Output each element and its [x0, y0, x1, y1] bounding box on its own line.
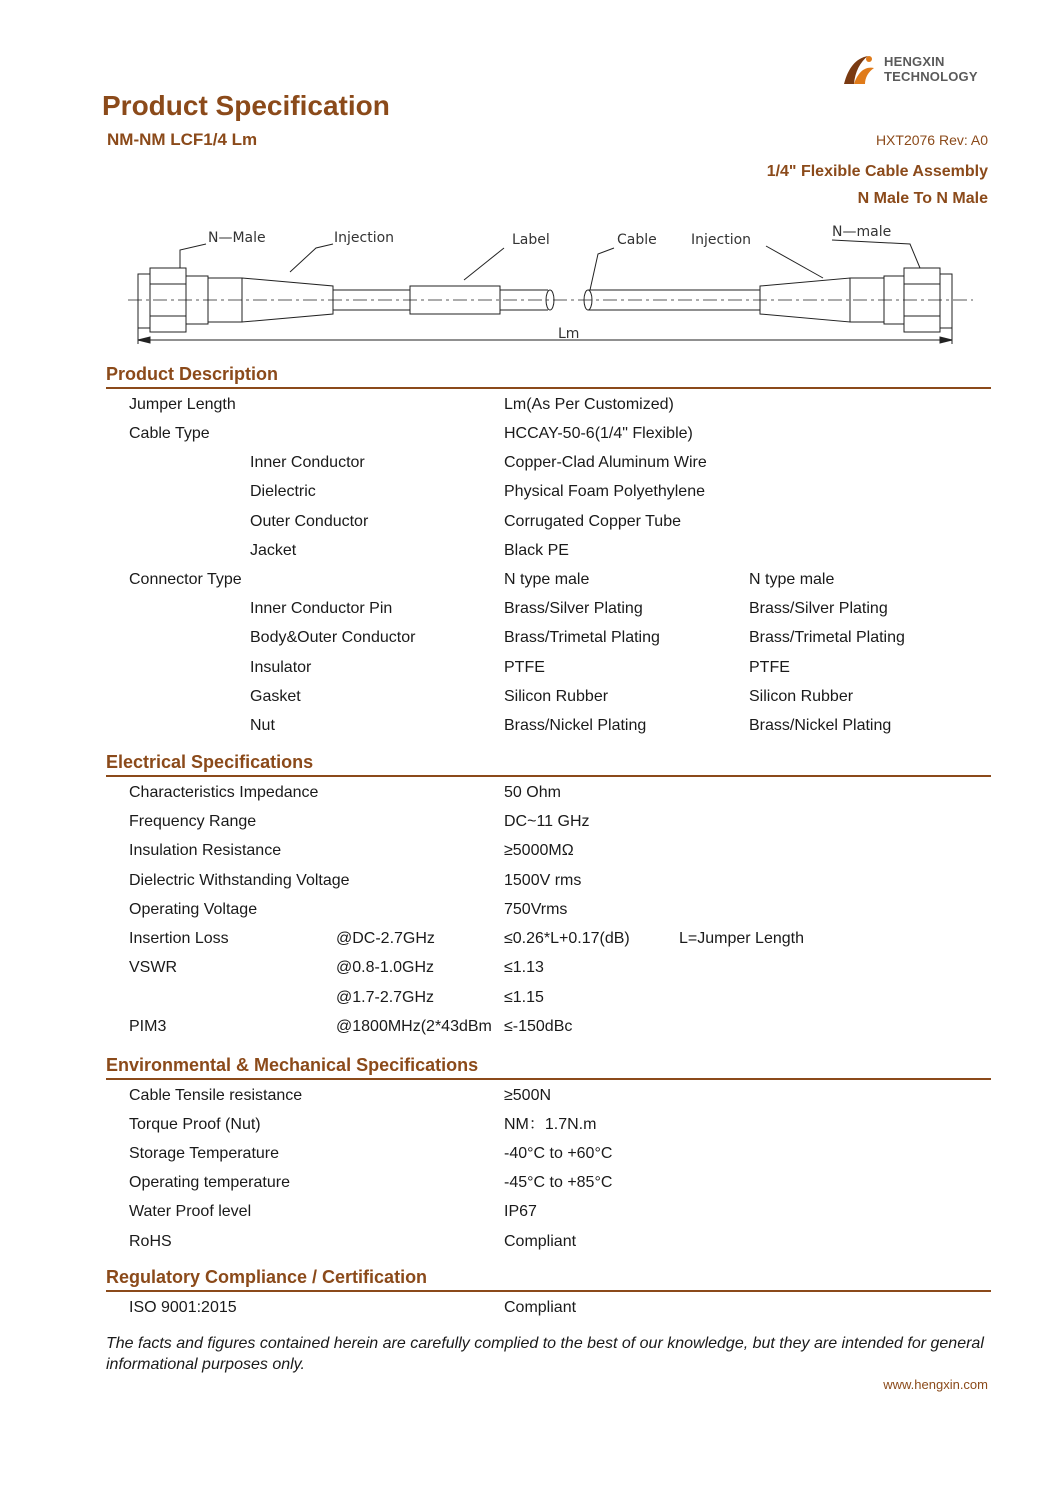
spec-row [0, 1115, 1060, 1144]
spec-row [0, 658, 1060, 687]
spec-condition: @0.8-1.0GHz [336, 959, 435, 976]
spec-value: DC~11 GHz [504, 813, 590, 830]
section-heading: Product Description [106, 364, 279, 384]
spec-row [0, 482, 1060, 511]
spec-label: Connector Type [129, 571, 242, 588]
spec-sublabel: Outer Conductor [250, 513, 369, 530]
spec-row [0, 599, 1060, 628]
section-electrical [106, 751, 991, 777]
section-product-description [106, 363, 991, 389]
spec-row [0, 1017, 1060, 1046]
spec-value: ≤-150dBc [504, 1018, 573, 1035]
spec-sublabel: Insulator [250, 659, 312, 676]
spec-label: Operating temperature [129, 1174, 290, 1191]
label-right-injection: Injection [691, 232, 752, 248]
spec-value: 50 Ohm [504, 784, 561, 801]
spec-value: PTFE [504, 659, 545, 676]
label-cable: Cable [617, 232, 657, 248]
spec-value: Compliant [504, 1233, 577, 1250]
spec-row [0, 783, 1060, 812]
page-title: Product Specification [102, 90, 390, 121]
spec-value: Brass/Nickel Plating [504, 717, 647, 734]
spec-sublabel: Gasket [250, 688, 301, 705]
spec-row [0, 628, 1060, 657]
spec-row [0, 841, 1060, 870]
spec-row [0, 929, 1060, 958]
spec-sublabel: Body&Outer Conductor [250, 629, 416, 646]
spec-value-2: Silicon Rubber [749, 688, 854, 705]
spec-row [0, 1298, 1060, 1327]
spec-label: Water Proof level [129, 1203, 252, 1220]
spec-row [0, 453, 1060, 482]
logo-text [884, 54, 978, 84]
spec-sublabel: Inner Conductor Pin [250, 600, 393, 617]
spec-value: N type male [504, 571, 590, 588]
spec-row [0, 512, 1060, 541]
spec-label: Operating Voltage [129, 901, 258, 918]
spec-value-2: N type male [749, 571, 835, 588]
left-connector-end [138, 274, 150, 328]
spec-row [0, 1202, 1060, 1231]
spec-row [0, 1232, 1060, 1261]
spec-value: NM：1.7N.m [504, 1116, 597, 1133]
website-link[interactable]: www.hengxin.com [883, 1377, 988, 1392]
spec-label: VSWR [129, 959, 177, 976]
spec-label: PIM3 [129, 1018, 167, 1035]
label-left-injection: Injection [334, 230, 395, 246]
spec-value: IP67 [504, 1203, 537, 1220]
document-reference: HXT2076 Rev: A0 [875, 132, 988, 148]
spec-row [0, 541, 1060, 570]
company-logo [838, 50, 998, 90]
spec-label: Dielectric Withstanding Voltage [129, 872, 350, 889]
spec-value: -40°C to +60°C [504, 1145, 613, 1162]
spec-label: Storage Temperature [129, 1145, 280, 1162]
section-regulatory [106, 1266, 991, 1292]
spec-value: Compliant [504, 1299, 577, 1316]
spec-label: ISO 9001:2015 [129, 1299, 237, 1316]
spec-sublabel: Dielectric [250, 483, 316, 500]
spec-value: Silicon Rubber [504, 688, 609, 705]
disclaimer: The facts and figures contained herein are carefully complied to the best of our knowledge, but they are intended for general informational purposes only. [106, 1335, 984, 1373]
spec-row [0, 900, 1060, 929]
logo-line1: HENGXIN [884, 54, 945, 69]
spec-value: ≤1.13 [504, 959, 544, 976]
spec-row [0, 716, 1060, 745]
section-environmental [106, 1054, 991, 1080]
spec-row [0, 1144, 1060, 1173]
spec-row [0, 871, 1060, 900]
section-heading: Electrical Specifications [106, 752, 314, 772]
section-heading: Environmental & Mechanical Specifications [106, 1055, 479, 1075]
spec-label: Torque Proof (Nut) [129, 1116, 261, 1133]
spec-row [0, 1086, 1060, 1115]
spec-value: -45°C to +85°C [504, 1174, 613, 1191]
spec-value: HCCAY-50-6(1/4" Flexible) [504, 425, 693, 442]
label-label: Label [512, 232, 550, 248]
spec-label: Jumper Length [129, 396, 236, 413]
spec-condition: @DC-2.7GHz [336, 930, 435, 947]
spec-row [0, 395, 1060, 424]
spec-value: Black PE [504, 542, 569, 559]
spec-label: Cable Tensile resistance [129, 1087, 303, 1104]
spec-value: ≥500N [504, 1087, 552, 1104]
spec-row [0, 1173, 1060, 1202]
hengxin-logo-icon [838, 50, 878, 90]
spec-value: 750Vrms [504, 901, 568, 918]
product-description-line1: 1/4" Flexible Cable Assembly [766, 163, 988, 180]
spec-value: Lm(As Per Customized) [504, 396, 674, 413]
spec-condition: @1.7-2.7GHz [336, 989, 435, 1006]
spec-value: Physical Foam Polyethylene [504, 483, 705, 500]
spec-value: Brass/Trimetal Plating [504, 629, 660, 646]
spec-sublabel: Inner Conductor [250, 454, 365, 471]
spec-row [0, 570, 1060, 599]
spec-note: L=Jumper Length [679, 930, 804, 947]
spec-value: Copper-Clad Aluminum Wire [504, 454, 707, 471]
spec-condition: @1800MHz(2*43dBm [336, 1018, 492, 1035]
section-heading: Regulatory Compliance / Certification [106, 1267, 428, 1287]
spec-label: Characteristics Impedance [129, 784, 319, 801]
spec-value-2: Brass/Nickel Plating [749, 717, 892, 734]
spec-row [0, 812, 1060, 841]
spec-label: Insulation Resistance [129, 842, 282, 859]
spec-value: ≥5000MΩ [504, 842, 574, 859]
spec-value-2: PTFE [749, 659, 790, 676]
spec-row [0, 424, 1060, 453]
spec-row [0, 988, 1060, 1017]
spec-sublabel: Jacket [250, 542, 297, 559]
spec-value: 1500V rms [504, 872, 582, 889]
spec-row [0, 687, 1060, 716]
spec-label: Insertion Loss [129, 930, 229, 947]
right-connector-end [940, 274, 952, 328]
label-left-n-male: N—Male [208, 230, 266, 246]
cable-assembly-drawing [128, 220, 973, 350]
spec-value: Brass/Silver Plating [504, 600, 643, 617]
spec-sublabel: Nut [250, 717, 275, 734]
product-model: NM-NM LCF1/4 Lm [107, 130, 258, 149]
spec-label: Cable Type [129, 425, 210, 442]
spec-label: RoHS [129, 1233, 172, 1250]
label-length: Lm [558, 326, 580, 342]
spec-value-2: Brass/Silver Plating [749, 600, 888, 617]
logo-line2: TECHNOLOGY [884, 69, 978, 84]
spec-value-2: Brass/Trimetal Plating [749, 629, 905, 646]
label-right-n-male: N—male [832, 224, 892, 240]
spec-value: Corrugated Copper Tube [504, 513, 681, 530]
spec-label: Frequency Range [129, 813, 257, 830]
spec-row [0, 958, 1060, 987]
product-description-line2: N Male To N Male [857, 190, 988, 207]
spec-value: ≤1.15 [504, 989, 544, 1006]
spec-value: ≤0.26*L+0.17(dB) [504, 930, 630, 947]
